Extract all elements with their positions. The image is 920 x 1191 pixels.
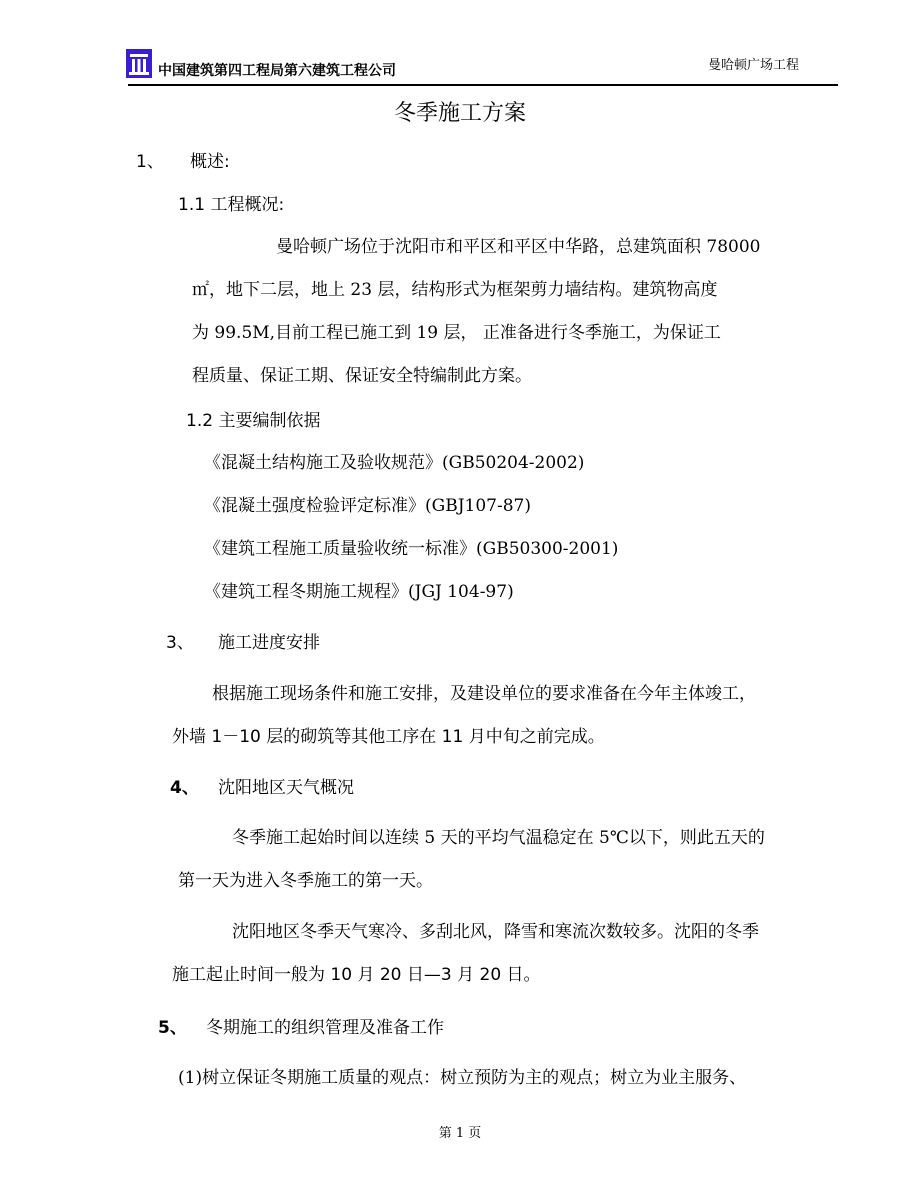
page-title: 冬季施工方案 [393,101,526,126]
reference-item: 《混凝土结构施工及验收规范》(GB50204-2002) [204,453,585,473]
section1-number: 1、 [136,152,164,172]
section4-heading: 沈阳地区天气概况 [218,778,354,798]
overview-line: 程质量、保证工期、保证安全特编制此方案。 [192,366,532,386]
management-line: (1)树立保证冬期施工质量的观点：树立预防为主的观点；树立为业主服务、 [178,1068,747,1088]
overview-line: 为 99.5M,目前工程已施工到 19 层， 正准备进行冬季施工，为保证工 [192,323,721,343]
subsection-1-1-heading: 1.1 工程概况: [178,195,285,215]
weather-line: 沈阳地区冬季天气寒冷、多刮北风，降雪和寒流次数较多。沈阳的冬季 [232,922,759,942]
section5-number: 5、 [158,1018,187,1038]
section5-heading: 冬期施工的组织管理及准备工作 [206,1018,444,1038]
section3-number: 3、 [166,633,194,653]
schedule-line: 外墙 1－10 层的砌筑等其他工序在 11 月中旬之前完成。 [172,727,605,747]
section4-number: 4、 [170,778,199,798]
reference-item: 《建筑工程冬期施工规程》(JGJ 104-97) [204,582,514,602]
schedule-line: 根据施工现场条件和施工安排，及建设单位的要求准备在今年主体竣工， [212,684,756,704]
reference-item: 《混凝土强度检验评定标准》(GBJ107-87) [204,496,531,516]
weather-line: 第一天为进入冬季施工的第一天。 [178,871,433,891]
header-rule [128,84,838,86]
building-logo-icon [126,49,152,78]
reference-item: 《建筑工程施工质量验收统一标准》(GB50300-2001) [204,539,619,559]
overview-line: 曼哈顿广场位于沈阳市和平区和平区中华路，总建筑面积 78000 [276,237,761,257]
section1-heading: 概述: [190,152,230,172]
section3-heading: 施工进度安排 [218,633,320,653]
weather-line: 施工起止时间一般为 10 月 20 日—3 月 20 日。 [172,965,541,985]
overview-line: ㎡，地下二层，地上 23 层，结构形式为框架剪力墙结构。建筑物高度 [192,280,718,300]
weather-line: 冬季施工起始时间以连续 5 天的平均气温稳定在 5℃以下，则此五天的 [232,828,765,848]
page-number: 第 1 页 [438,1126,482,1141]
subsection-1-2-heading: 1.2 主要编制依据 [186,411,321,431]
project-header: 曼哈顿广场工程 [708,58,800,73]
company-name: 中国建筑第四工程局第六建筑工程公司 [158,63,396,79]
company-logo [126,49,152,78]
